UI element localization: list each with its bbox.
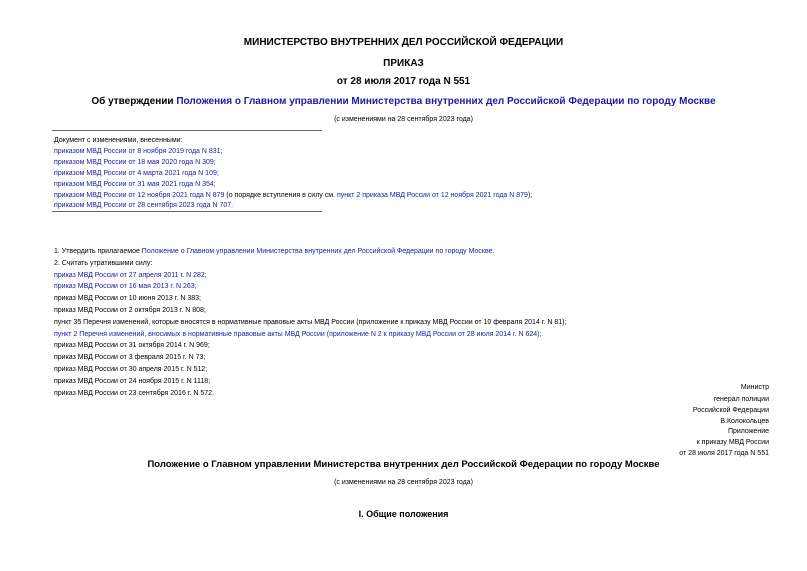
doc-date-number: от 28 июля 2017 года N 551	[336, 76, 471, 87]
paragraph-1-prefix: 1. Утвердить прилагаемое	[54, 248, 142, 255]
changes-bottom-rule	[52, 211, 322, 212]
changes-intro: Документ с изменениями, внесенными:	[54, 137, 183, 144]
change-item-6-end: .	[231, 202, 234, 210]
repealed-link-2[interactable]: приказ МВД России от 16 мая 2013 г. N 263;	[54, 283, 197, 291]
change-item-5-end: );	[527, 191, 533, 199]
change-link-5-clause[interactable]: пункт 2 приказа МВД России от 12 ноября 2021 года N 879	[336, 191, 528, 199]
repealed-item-11: приказ МВД России от 23 сентября 2016 г. N 572.	[54, 389, 214, 397]
doc-title	[0, 96, 807, 107]
appendix-line-3: от 28 июля 2017 года N 551	[679, 450, 769, 457]
repealed-item-9: приказ МВД России от 30 апреля 2015 г. N 512;	[54, 365, 208, 373]
repealed-item-5: пункт 35 Перечня изменений, которые вносятся в нормативные правовые акты МВД России (приложение к приказу МВД России от 10 февраля 2014 г. N 81);	[54, 318, 567, 326]
paragraph-1-link[interactable]: Положение о Главном управлении Министерства внутренних дел Российской Федерации по городу Москве	[141, 248, 493, 255]
signature-line-3: Российской Федерации	[692, 407, 769, 414]
doc-title-prefix: Об утверждении	[91, 96, 177, 107]
signature-line-2: генерал полиции	[713, 396, 769, 403]
repealed-item-10: приказ МВД России от 24 ноября 2015 г. N 1118;	[54, 377, 211, 385]
change-item-5-note: (о порядке вступления в силу см.	[224, 191, 337, 199]
repealed-item-7: приказ МВД России от 31 октября 2014 г. N 969;	[54, 342, 210, 350]
appendix-line-1: Приложение	[727, 428, 769, 435]
changes-top-rule	[52, 130, 322, 131]
changes-list	[54, 136, 532, 212]
change-link-2[interactable]: приказом МВД России от 18 мая 2020 года N 309;	[54, 158, 216, 166]
change-link-1[interactable]: приказом МВД России от 8 ноября 2019 года N 831;	[54, 147, 223, 155]
appendix-line-2: к приказу МВД России	[696, 439, 769, 446]
signature-line-1: Министр	[740, 384, 769, 391]
repealed-item-8: приказ МВД России от 3 февраля 2015 г. N 73;	[54, 354, 206, 362]
section-1-heading: I. Общие положения	[358, 509, 449, 519]
change-item-5	[54, 191, 532, 202]
regulation-title: Положение о Главном управлении Министерства внутренних дел Российской Федерации по городу Москве	[147, 459, 660, 470]
regulation-edition-note: (с изменениями на 28 сентября 2023 года)	[334, 479, 473, 486]
doc-title-link[interactable]: Положения о Главном управлении Министерства внутренних дел Российской Федерации по городу Москве	[176, 96, 716, 107]
paragraph-1	[54, 246, 566, 258]
change-link-3[interactable]: приказом МВД России от 4 марта 2021 года N 109;	[54, 169, 219, 177]
repealed-item-4: приказ МВД России от 2 октября 2013 г. N 808;	[54, 306, 206, 314]
change-link-4[interactable]: приказом МВД России от 31 мая 2021 года N 354;	[54, 180, 216, 188]
paragraph-1-end: .	[492, 248, 495, 255]
order-body	[54, 246, 566, 399]
signature-line-4: В.Колокольцев	[720, 418, 769, 425]
repealed-link-1[interactable]: приказ МВД России от 27 апреля 2011 г. N 282;	[54, 271, 207, 279]
change-link-6[interactable]: приказом МВД России от 28 сентября 2023 года N 707	[54, 202, 232, 210]
change-link-5[interactable]: приказом МВД России от 12 ноября 2021 года N 879	[54, 191, 225, 199]
repealed-item-3: приказ МВД России от 10 июня 2013 г. N 383;	[54, 295, 201, 303]
repealed-link-6[interactable]: пункт 2 Перечня изменений, вносимых в нормативные правовые акты МВД России (приложение N 2 к приказу МВД России от 28 июля 2014 г. N 624);	[54, 330, 542, 338]
ministry-heading: МИНИСТЕРСТВО ВНУТРЕННИХ ДЕЛ РОССИЙСКОЙ ФЕДЕРАЦИИ	[243, 37, 564, 48]
doc-type-heading: ПРИКАЗ	[383, 58, 424, 69]
edition-note: (с изменениями на 28 сентября 2023 года)	[334, 116, 473, 123]
paragraph-2: 2. Считать утратившими силу:	[54, 259, 153, 267]
